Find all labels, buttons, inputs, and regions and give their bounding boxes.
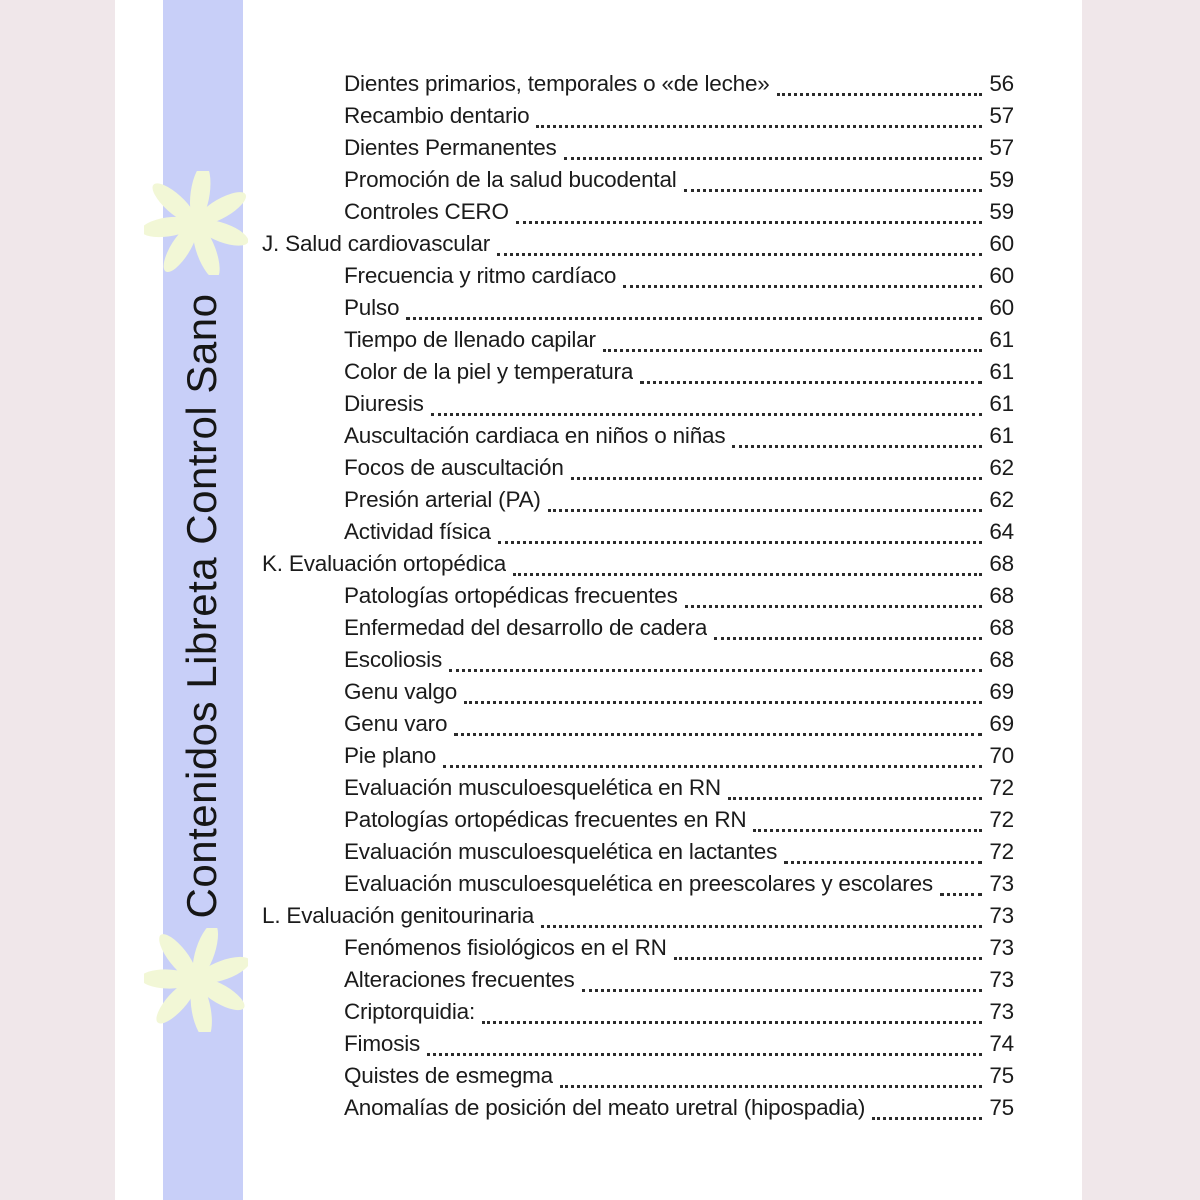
toc-entry-label: Controles CERO (344, 199, 509, 224)
toc-entry (262, 647, 1014, 679)
toc-entry-page: 61 (989, 327, 1014, 352)
toc-leader-dots (497, 253, 982, 256)
toc-entry-page: 60 (989, 263, 1014, 288)
toc-entry-page: 59 (989, 199, 1014, 224)
toc-entry-page: 75 (989, 1063, 1014, 1088)
toc-leader-dots (516, 221, 983, 224)
toc-entry-page: 72 (989, 807, 1014, 832)
toc-entry-label: Enfermedad del desarrollo de cadera (344, 615, 708, 640)
toc-leader-dots (582, 989, 983, 992)
toc-entry (262, 775, 1014, 807)
toc-entry-label: L. Evaluación genitourinaria (262, 903, 535, 928)
toc-leader-dots (498, 541, 982, 544)
toc-entry (262, 391, 1014, 423)
toc-leader-dots (464, 701, 982, 704)
toc-entry-label: Diuresis (344, 391, 424, 416)
toc-leader-dots (640, 381, 982, 384)
toc-entry (262, 839, 1014, 871)
toc-entry-page: 60 (989, 295, 1014, 320)
flower-icon (144, 171, 248, 275)
toc-entry-label: Recambio dentario (344, 103, 530, 128)
toc-entry (262, 295, 1014, 327)
toc-entry-page: 64 (989, 519, 1014, 544)
toc-entry-page: 57 (989, 103, 1014, 128)
toc-entry (262, 807, 1014, 839)
sidebar-vertical-title: Contenidos Libreta Control Sano (178, 293, 225, 919)
toc-leader-dots (449, 669, 982, 672)
toc-entry (262, 871, 1014, 903)
flower-icon (144, 928, 248, 1032)
toc-entry (262, 519, 1014, 551)
toc-leader-dots (548, 509, 983, 512)
toc-entry-page: 59 (989, 167, 1014, 192)
toc-entry-page: 61 (989, 391, 1014, 416)
toc-leader-dots (427, 1053, 982, 1056)
toc-entry (262, 135, 1014, 167)
toc-entry-label: Alteraciones frecuentes (344, 967, 575, 992)
toc-entry-label: Pie plano (344, 743, 437, 768)
toc-entry-page: 68 (989, 615, 1014, 640)
toc-entry-page: 74 (989, 1031, 1014, 1056)
toc-entry (262, 743, 1014, 775)
toc-entry-label: Color de la piel y temperatura (344, 359, 634, 384)
toc-leader-dots (714, 637, 982, 640)
toc-entry-page: 57 (989, 135, 1014, 160)
toc-leader-dots (431, 413, 983, 416)
toc-entry-label: K. Evaluación ortopédica (262, 551, 507, 576)
toc-entry (262, 199, 1014, 231)
toc-entry-page: 73 (989, 967, 1014, 992)
toc-entry-label: Presión arterial (PA) (344, 487, 541, 512)
toc-entry-page: 68 (989, 583, 1014, 608)
toc-entry-page: 61 (989, 359, 1014, 384)
toc-entry-page: 70 (989, 743, 1014, 768)
toc-entry-label: Fimosis (344, 1031, 421, 1056)
toc-entry-label: J. Salud cardiovascular (262, 231, 491, 256)
toc-entry (262, 327, 1014, 359)
toc-entry-label: Quistes de esmegma (344, 1063, 553, 1088)
toc-leader-dots (482, 1021, 982, 1024)
toc-entry-page: 73 (989, 999, 1014, 1024)
toc-entry-label: Escoliosis (344, 647, 443, 672)
toc-leader-dots (728, 797, 982, 800)
toc-entry-label: Evaluación musculoesquelética en lactantes (344, 839, 778, 864)
toc-entry (262, 71, 1014, 103)
toc-entry-page: 73 (989, 871, 1014, 896)
toc-entry (262, 1095, 1014, 1127)
toc-entry-page: 56 (989, 71, 1014, 96)
toc-leader-dots (564, 157, 983, 160)
toc-entry (262, 935, 1014, 967)
toc-entry-label: Evaluación musculoesquelética en preescolares y escolares (344, 871, 933, 896)
toc-entry-label: Patologías ortopédicas frecuentes (344, 583, 678, 608)
toc-leader-dots (732, 445, 982, 448)
toc-entry (262, 231, 1014, 263)
toc-entry-label: Dientes Permanentes (344, 135, 557, 160)
toc-leader-dots (541, 925, 982, 928)
toc-entry (262, 455, 1014, 487)
toc-entry-page: 68 (989, 647, 1014, 672)
toc-entry (262, 615, 1014, 647)
toc-entry (262, 1063, 1014, 1095)
toc-entry-page: 60 (989, 231, 1014, 256)
toc-entry-page: 72 (989, 839, 1014, 864)
toc-entry (262, 583, 1014, 615)
toc-entry (262, 711, 1014, 743)
toc-entry (262, 999, 1014, 1031)
toc-entry-page: 72 (989, 775, 1014, 800)
toc-entry-label: Promoción de la salud bucodental (344, 167, 677, 192)
toc-entry (262, 903, 1014, 935)
toc-entry-label: Frecuencia y ritmo cardíaco (344, 263, 617, 288)
toc-entry (262, 487, 1014, 519)
toc-entry (262, 967, 1014, 999)
toc-entry-label: Fenómenos fisiológicos en el RN (344, 935, 667, 960)
toc-leader-dots (406, 317, 982, 320)
toc-entry-label: Actividad física (344, 519, 491, 544)
toc-leader-dots (536, 125, 982, 128)
toc-entry-page: 62 (989, 487, 1014, 512)
toc-entry-label: Evaluación musculoesquelética en RN (344, 775, 721, 800)
toc-entry-label: Tiempo de llenado capilar (344, 327, 596, 352)
toc-leader-dots (777, 93, 983, 96)
toc-entry-page: 75 (989, 1095, 1014, 1120)
toc-entry (262, 167, 1014, 199)
toc-entry (262, 359, 1014, 391)
toc-entry-label: Criptorquidia: (344, 999, 476, 1024)
toc-entry-page: 68 (989, 551, 1014, 576)
toc-list (262, 71, 1014, 1127)
toc-entry-page: 69 (989, 711, 1014, 736)
toc-entry-label: Auscultación cardiaca en niños o niñas (344, 423, 726, 448)
toc-entry (262, 679, 1014, 711)
toc-entry-label: Pulso (344, 295, 400, 320)
toc-leader-dots (872, 1117, 982, 1120)
toc-leader-dots (940, 893, 982, 896)
toc-entry-label: Patologías ortopédicas frecuentes en RN (344, 807, 747, 832)
toc-leader-dots (603, 349, 983, 352)
toc-entry (262, 423, 1014, 455)
toc-entry-page: 61 (989, 423, 1014, 448)
toc-leader-dots (684, 189, 983, 192)
toc-leader-dots (571, 477, 983, 480)
toc-leader-dots (560, 1085, 982, 1088)
toc-leader-dots (443, 765, 982, 768)
toc-entry-label: Genu valgo (344, 679, 458, 704)
toc-entry (262, 551, 1014, 583)
toc-entry-label: Genu varo (344, 711, 448, 736)
toc-leader-dots (784, 861, 982, 864)
toc-entry-page: 73 (989, 903, 1014, 928)
toc-entry-page: 62 (989, 455, 1014, 480)
toc-leader-dots (623, 285, 982, 288)
toc-leader-dots (513, 573, 982, 576)
toc-entry-label: Anomalías de posición del meato uretral (hipospadia) (344, 1095, 866, 1120)
toc-leader-dots (685, 605, 983, 608)
toc-entry (262, 263, 1014, 295)
toc-leader-dots (674, 957, 983, 960)
toc-entry (262, 1031, 1014, 1063)
toc-entry-label: Focos de auscultación (344, 455, 564, 480)
toc-entry (262, 103, 1014, 135)
toc-leader-dots (454, 733, 982, 736)
toc-entry-page: 69 (989, 679, 1014, 704)
toc-entry-page: 73 (989, 935, 1014, 960)
toc-leader-dots (753, 829, 982, 832)
toc-entry-label: Dientes primarios, temporales o «de leche» (344, 71, 770, 96)
